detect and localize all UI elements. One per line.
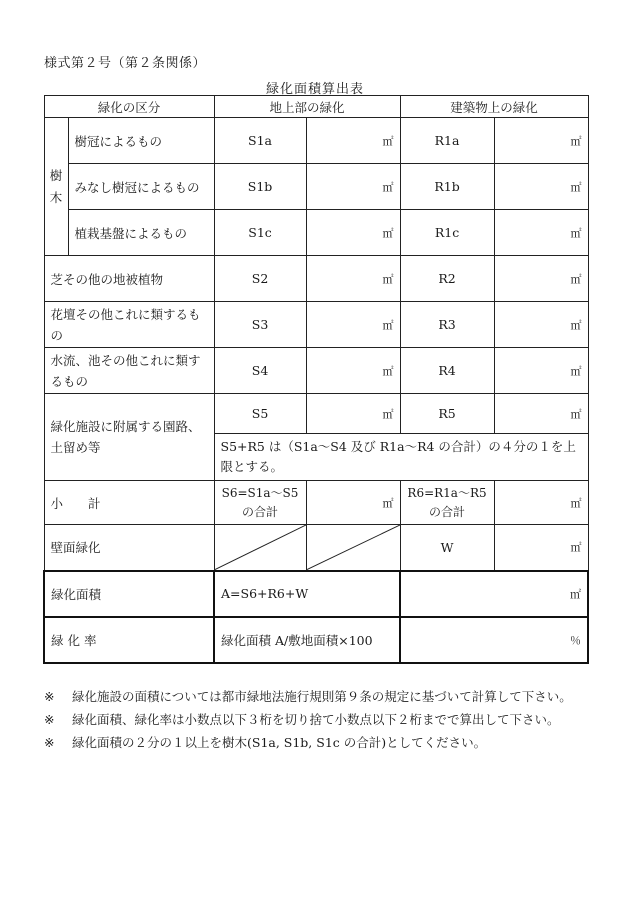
building-value-cell[interactable]: ㎡ (494, 118, 588, 164)
table-row (44, 394, 588, 434)
rate-row (44, 617, 588, 663)
building-value-cell[interactable]: ㎡ (494, 302, 588, 348)
row-label: 水流、池その他これに類するもの (44, 348, 214, 394)
diagonal-slash (215, 525, 306, 570)
table-row (44, 164, 588, 210)
table-row (44, 210, 588, 256)
tree-group-label (44, 118, 68, 256)
row-label: 緑 化 率 (44, 617, 214, 663)
rate-formula: 緑化面積 A/敷地面積×100 (214, 617, 400, 663)
row-label: 芝その他の地被植物 (44, 256, 214, 302)
ground-code: S4 (214, 348, 306, 394)
building-subtotal-value-cell[interactable]: ㎡ (494, 481, 588, 525)
not-applicable-cell (306, 525, 400, 571)
ground-value-cell[interactable]: ㎡ (306, 210, 400, 256)
ground-value-cell[interactable]: ㎡ (306, 302, 400, 348)
area-formula: A=S6+R6+W (214, 571, 400, 617)
row-label: 花壇その他これに類するもの (44, 302, 214, 348)
note-item (44, 709, 592, 730)
ground-value-cell[interactable]: ㎡ (306, 348, 400, 394)
note-text: 緑化面積の２分の１以上を樹木(S1a, S1b, S1c の合計)としてください。 (72, 735, 487, 750)
building-value-cell[interactable]: ㎡ (494, 394, 588, 434)
building-value-cell[interactable]: ㎡ (494, 348, 588, 394)
table-row (44, 256, 588, 302)
tree-char-1: 樹 (49, 167, 63, 183)
green-area-calculation-table (43, 95, 589, 664)
row-label: 緑化面積 (44, 571, 214, 617)
table-row (44, 348, 588, 394)
building-code: R4 (400, 348, 494, 394)
not-applicable-cell (214, 525, 306, 571)
ground-code: S1c (214, 210, 306, 256)
building-value-cell[interactable]: ㎡ (494, 164, 588, 210)
subtotal-row (44, 481, 588, 525)
area-row (44, 571, 588, 617)
header-category: 緑化の区分 (44, 96, 214, 118)
ground-value-cell[interactable]: ㎡ (306, 394, 400, 434)
row-label: 緑化施設に附属する園路、土留め等 (44, 394, 214, 481)
header-row (44, 96, 588, 118)
wall-code: W (400, 525, 494, 571)
ground-subtotal-value-cell[interactable]: ㎡ (306, 481, 400, 525)
note-item (44, 732, 592, 753)
area-value-cell[interactable]: ㎡ (400, 571, 588, 617)
row-label: みなし樹冠によるもの (68, 164, 214, 210)
ground-value-cell[interactable]: ㎡ (306, 164, 400, 210)
ground-code: S1a (214, 118, 306, 164)
building-code: R2 (400, 256, 494, 302)
building-code: R5 (400, 394, 494, 434)
building-code: R1a (400, 118, 494, 164)
form-number-label: 様式第２号（第２条関係） (44, 56, 207, 71)
row-label: 樹冠によるもの (68, 118, 214, 164)
note-text: 緑化面積、緑化率は小数点以下３桁を切り捨て小数点以下２桁までで算出して下さい。 (72, 712, 560, 727)
building-value-cell[interactable]: ㎡ (494, 256, 588, 302)
note-mark: ※ (44, 689, 55, 704)
table-row (44, 118, 588, 164)
ground-subtotal-code: S6=S1a～S5 の合計 (214, 481, 306, 525)
building-code: R3 (400, 302, 494, 348)
row-label: 壁面緑化 (44, 525, 214, 571)
ground-code: S1b (214, 164, 306, 210)
tree-char-2: 木 (49, 189, 63, 205)
facility-limit-note: S5+R5 は（S1a～S4 及び R1a～R4 の合計）の４分の１を上限とする。 (214, 434, 588, 481)
building-value-cell[interactable]: ㎡ (494, 210, 588, 256)
ground-value-cell[interactable]: ㎡ (306, 118, 400, 164)
building-code: R1c (400, 210, 494, 256)
rate-value-cell[interactable]: ％ (400, 617, 588, 663)
ground-code: S3 (214, 302, 306, 348)
note-item (44, 686, 592, 707)
row-label: 植栽基盤によるもの (68, 210, 214, 256)
ground-code: S5 (214, 394, 306, 434)
building-subtotal-code: R6=R1a～R5 の合計 (400, 481, 494, 525)
document-title: 緑化面積算出表 (265, 82, 364, 97)
note-mark: ※ (44, 735, 55, 750)
table-row (44, 302, 588, 348)
note-mark: ※ (44, 712, 55, 727)
header-building: 建築物上の緑化 (400, 96, 588, 118)
building-code: R1b (400, 164, 494, 210)
header-ground: 地上部の緑化 (214, 96, 400, 118)
note-text: 緑化施設の面積については都市緑地法施行規則第９条の規定に基づいて計算して下さい。 (72, 689, 572, 704)
notes-section (44, 686, 592, 755)
wall-row (44, 525, 588, 571)
row-label: 小 計 (44, 481, 214, 525)
wall-value-cell[interactable]: ㎡ (494, 525, 588, 571)
ground-value-cell[interactable]: ㎡ (306, 256, 400, 302)
diagonal-slash (307, 525, 400, 570)
ground-code: S2 (214, 256, 306, 302)
